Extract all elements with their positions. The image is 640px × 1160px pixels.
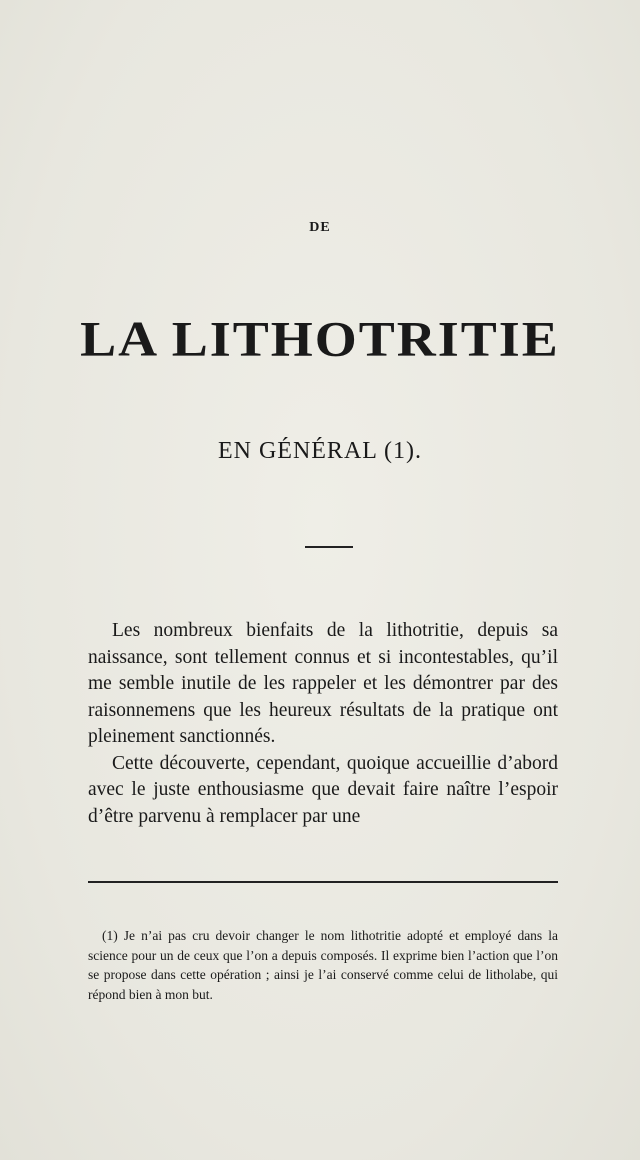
footnote <box>88 926 558 1004</box>
paragraph-2: Cette découverte, cependant, quoique accueillie d’abord avec le juste enthousiasme que devait faire naître l’espoir d’être parvenu à remplacer par une <box>88 752 558 827</box>
footnote-text: (1) Je n’ai pas cru devoir changer le nom lithotritie adopté et employé dans la science pour un de ceux que l’on a depuis composés. Il exprime bien l’action que l’on se propose dans cette opération ; ainsi je l’ai conservé comme celui de litholabe, qui répond bien à mon but. <box>88 928 558 1002</box>
page-subtitle: EN GÉNÉRAL (1). <box>217 438 423 464</box>
page-title: LA LITHOTRITIE <box>80 311 560 367</box>
section-divider <box>305 546 353 548</box>
body-text <box>88 618 558 830</box>
pre-title: DE <box>309 220 331 235</box>
paragraph-1: Les nombreux bienfaits de la lithotritie, depuis sa naissance, sont tellement connus et si incontestables, qu’il me semble inutile de les rappeler et les démontrer par des raisonnemens que les heureux résultats de la pratique ont pleinement sanctionnés. <box>88 620 558 747</box>
footnote-divider <box>88 881 558 883</box>
